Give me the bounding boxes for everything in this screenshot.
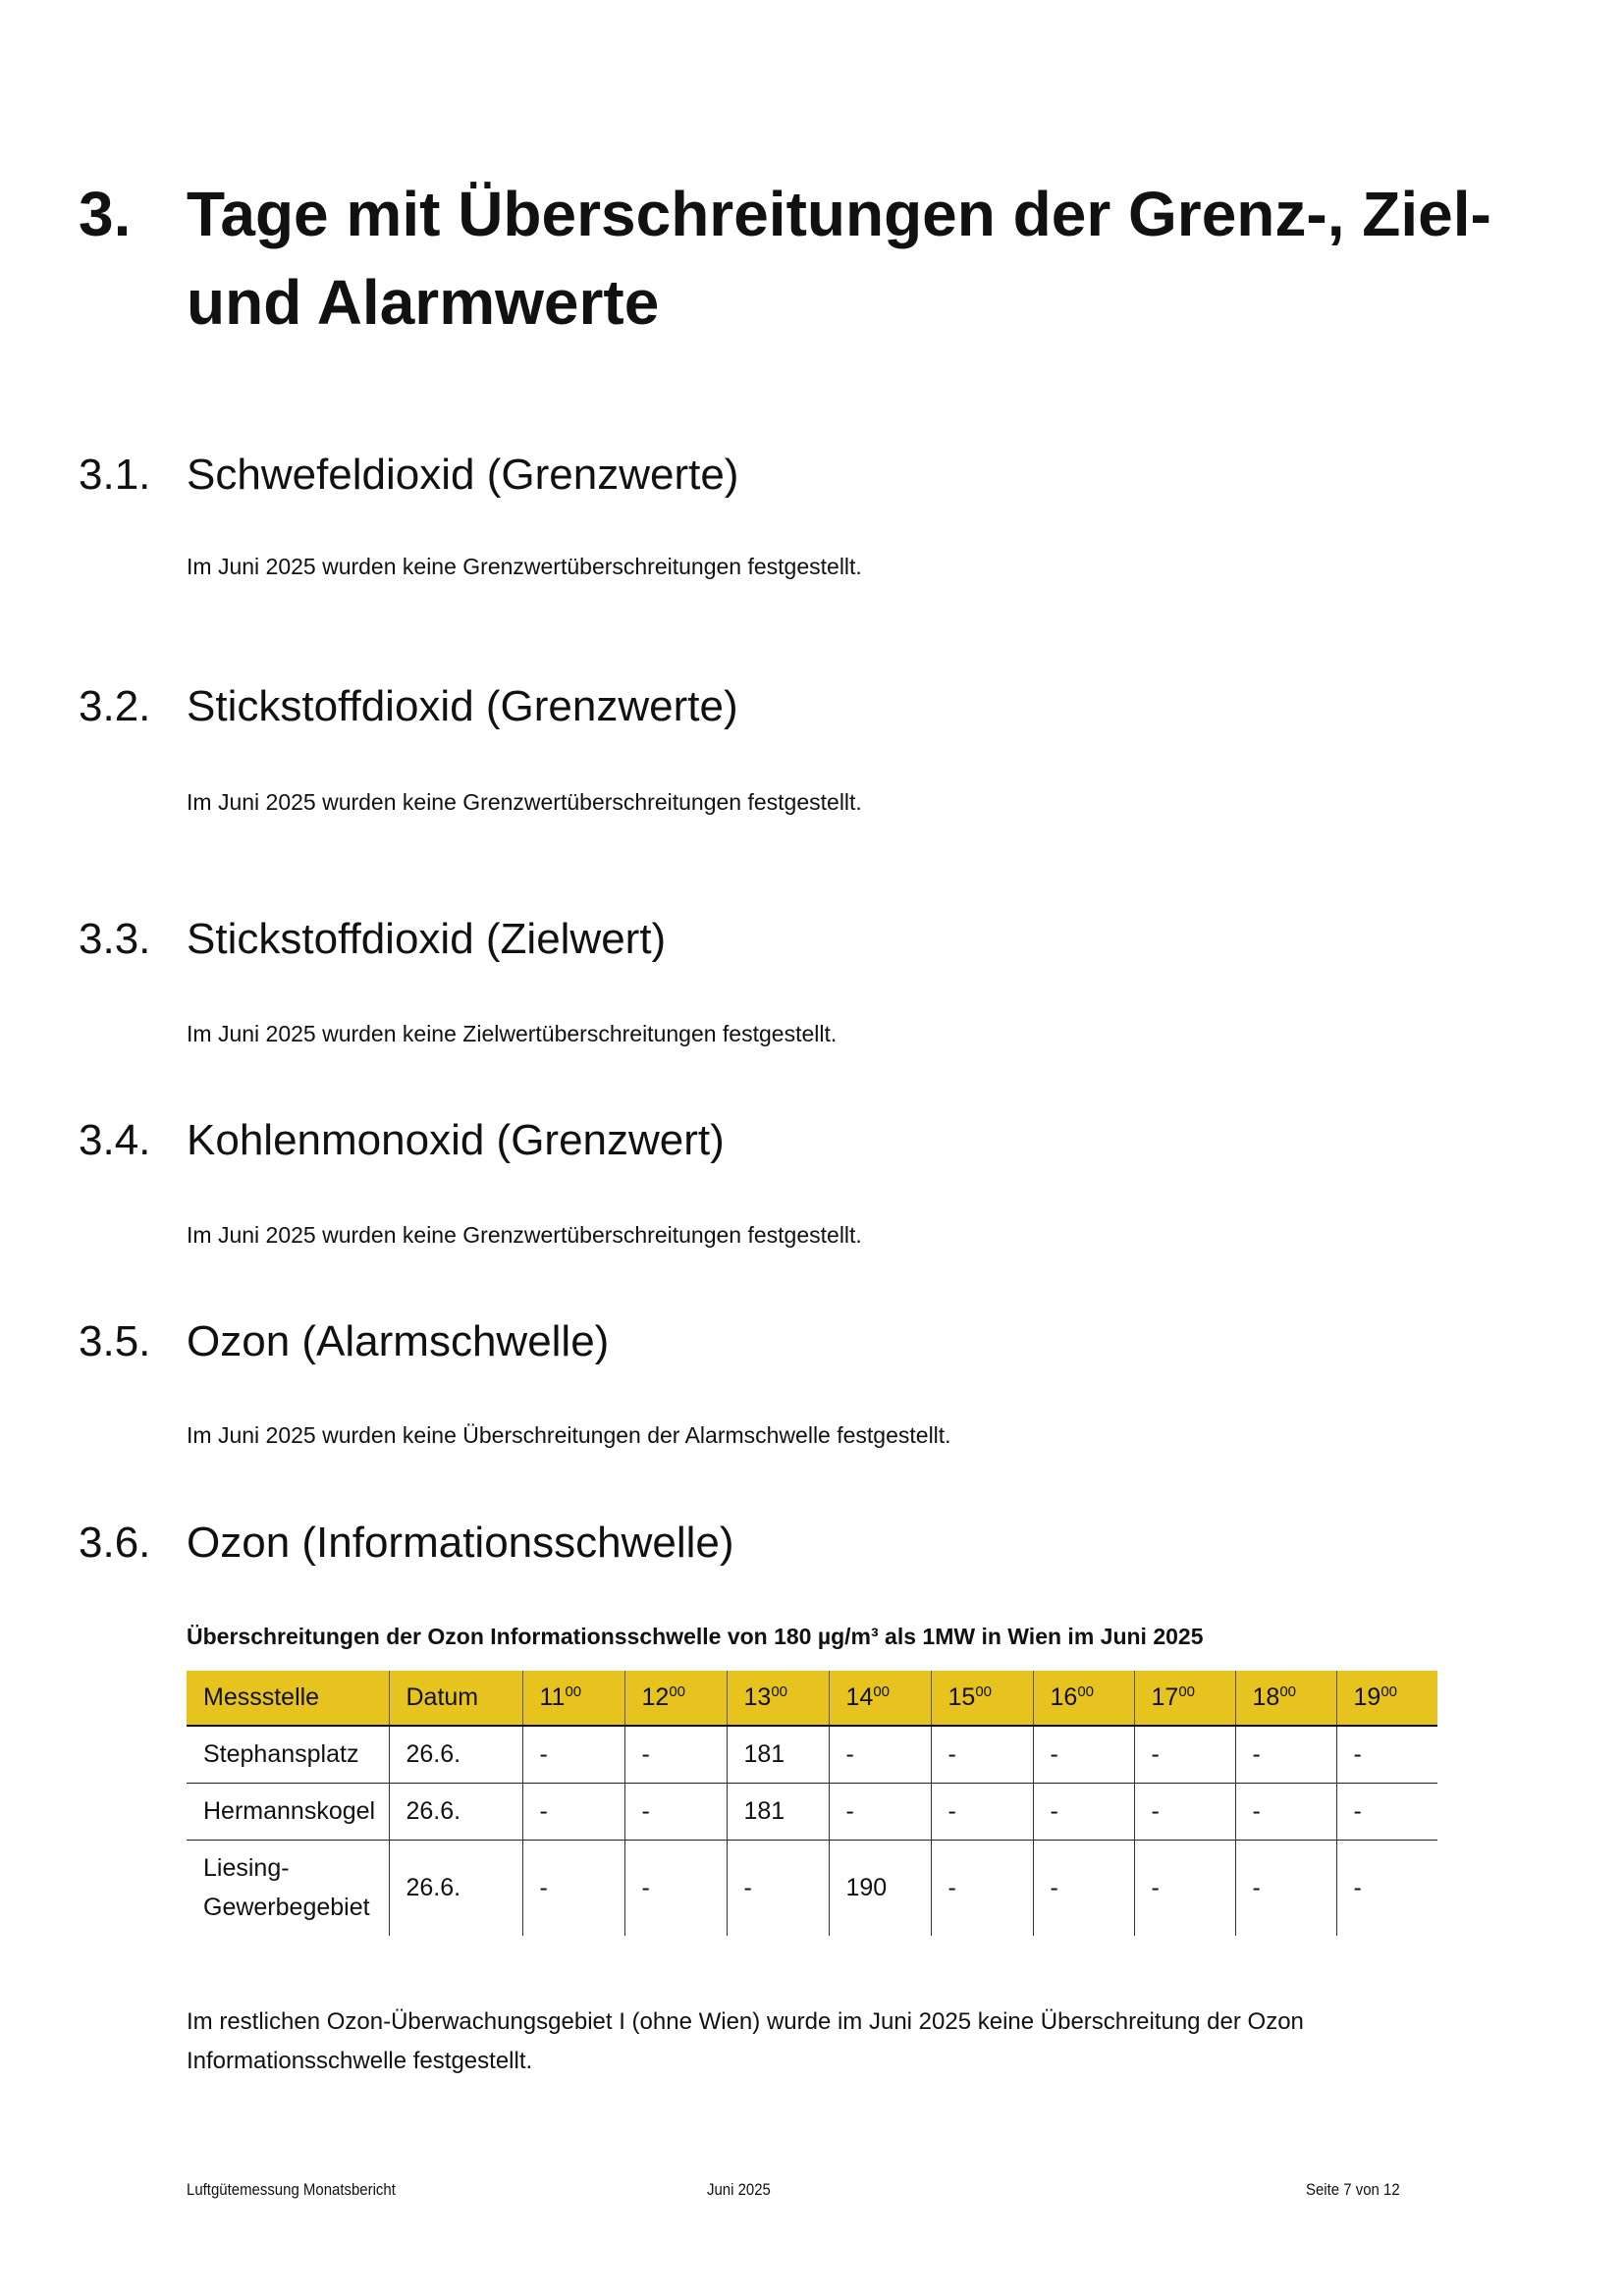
table-row: [187, 1840, 1437, 1936]
value-cell: -: [1235, 1783, 1336, 1840]
value-cell: -: [1134, 1783, 1235, 1840]
column-header-hour: $16^{00}$: [1033, 1671, 1134, 1726]
section-3-4-text: Im Juni 2025 wurden keine Grenzwertüberschreitungen festgestellt.: [187, 1222, 862, 1248]
table-header-row: [187, 1671, 1437, 1726]
section-3-1-number: 3.1.: [79, 451, 151, 499]
table-caption: Überschreitungen der Ozon Informationsschwelle von 180 µg/m³ als 1MW in Wien im Juni 2025: [187, 1624, 1204, 1649]
value-cell: -: [829, 1726, 931, 1783]
column-header-hour: $17^{00}$: [1134, 1671, 1235, 1726]
section-3-3-text: Im Juni 2025 wurden keine Zielwertüberschreitungen festgestellt.: [187, 1021, 838, 1046]
value-cell: -: [624, 1840, 727, 1936]
station-cell: Hermannskogel: [203, 1796, 376, 1825]
value-cell: -: [1134, 1840, 1235, 1936]
column-header-hour: $18^{00}$: [1235, 1671, 1336, 1726]
value-cell: -: [624, 1783, 727, 1840]
value-cell: -: [1235, 1840, 1336, 1936]
value-cell: -: [624, 1726, 727, 1783]
date-cell: 26.6.: [389, 1840, 522, 1936]
column-header-station: Messstelle: [203, 1683, 320, 1711]
table-row: [187, 1726, 1437, 1783]
table-row: [187, 1783, 1437, 1840]
value-cell: -: [931, 1726, 1033, 1783]
date-cell: 26.6.: [389, 1726, 522, 1783]
section-3-4-title: Kohlenmonoxid (Grenzwert): [187, 1116, 725, 1164]
value-cell: -: [931, 1840, 1033, 1936]
value-cell: -: [1235, 1726, 1336, 1783]
column-header-hour: $13^{00}$: [727, 1671, 829, 1726]
section-3-2-number: 3.2.: [79, 682, 151, 730]
section-3-2-title: Stickstoffdioxid (Grenzwerte): [187, 682, 738, 730]
section-3-5-text: Im Juni 2025 wurden keine Überschreitungen der Alarmschwelle festgestellt.: [187, 1422, 951, 1448]
value-cell: -: [931, 1783, 1033, 1840]
value-cell: -: [1033, 1783, 1134, 1840]
column-header-date: Datum: [389, 1671, 522, 1726]
column-header-hour: $19^{00}$: [1336, 1671, 1437, 1726]
chapter-title: Tage mit Überschreitungen der Grenz-, Ziel- und Alarmwerte: [187, 179, 1491, 338]
date-cell: 26.6.: [389, 1783, 522, 1840]
value-cell: -: [829, 1783, 931, 1840]
footer-center: Juni 2025: [707, 2180, 771, 2199]
value-cell: -: [1033, 1726, 1134, 1783]
section-3-1-title: Schwefeldioxid (Grenzwerte): [187, 451, 739, 499]
section-3-3-number: 3.3.: [79, 915, 151, 963]
section-3-5-number: 3.5.: [79, 1317, 151, 1365]
column-header-hour: $15^{00}$: [931, 1671, 1033, 1726]
value-cell: 181: [727, 1726, 829, 1783]
ozone-exceedance-table: [187, 1671, 1437, 1936]
section-3-4-number: 3.4.: [79, 1116, 151, 1164]
value-cell: -: [522, 1726, 624, 1783]
value-cell: 181: [727, 1783, 829, 1840]
value-cell: -: [1336, 1840, 1437, 1936]
station-cell: Stephansplatz: [203, 1739, 359, 1768]
value-cell: -: [1134, 1726, 1235, 1783]
footer-left: Luftgütemessung Monatsbericht: [187, 2180, 396, 2199]
footer-page-number: Seite 7 von 12: [1306, 2180, 1400, 2199]
section-3-2-text: Im Juni 2025 wurden keine Grenzwertüberschreitungen festgestellt.: [187, 789, 862, 815]
chapter-number: 3.: [79, 179, 132, 249]
closing-paragraph: Im restlichen Ozon-Überwachungsgebiet I (ohne Wien) wurde im Juni 2025 keine Überschreitung der Ozon Informationsschwelle festgestellt.: [187, 2008, 1304, 2074]
value-cell: -: [1336, 1783, 1437, 1840]
value-cell: -: [1336, 1726, 1437, 1783]
value-cell: -: [727, 1840, 829, 1936]
value-cell: -: [522, 1840, 624, 1936]
section-3-6-title: Ozon (Informationsschwelle): [187, 1519, 734, 1567]
value-cell: -: [1033, 1840, 1134, 1936]
station-cell: Liesing- Gewerbegebiet: [203, 1854, 370, 1922]
value-cell: 190: [829, 1840, 931, 1936]
section-3-1-text: Im Juni 2025 wurden keine Grenzwertüberschreitungen festgestellt.: [187, 554, 862, 579]
section-3-3-title: Stickstoffdioxid (Zielwert): [187, 915, 667, 963]
section-3-5-title: Ozon (Alarmschwelle): [187, 1317, 610, 1365]
column-header-hour: $11^{00}$: [522, 1671, 624, 1726]
column-header-hour: $14^{00}$: [829, 1671, 931, 1726]
value-cell: -: [522, 1783, 624, 1840]
section-3-6-number: 3.6.: [79, 1519, 151, 1567]
column-header-hour: $12^{00}$: [624, 1671, 727, 1726]
